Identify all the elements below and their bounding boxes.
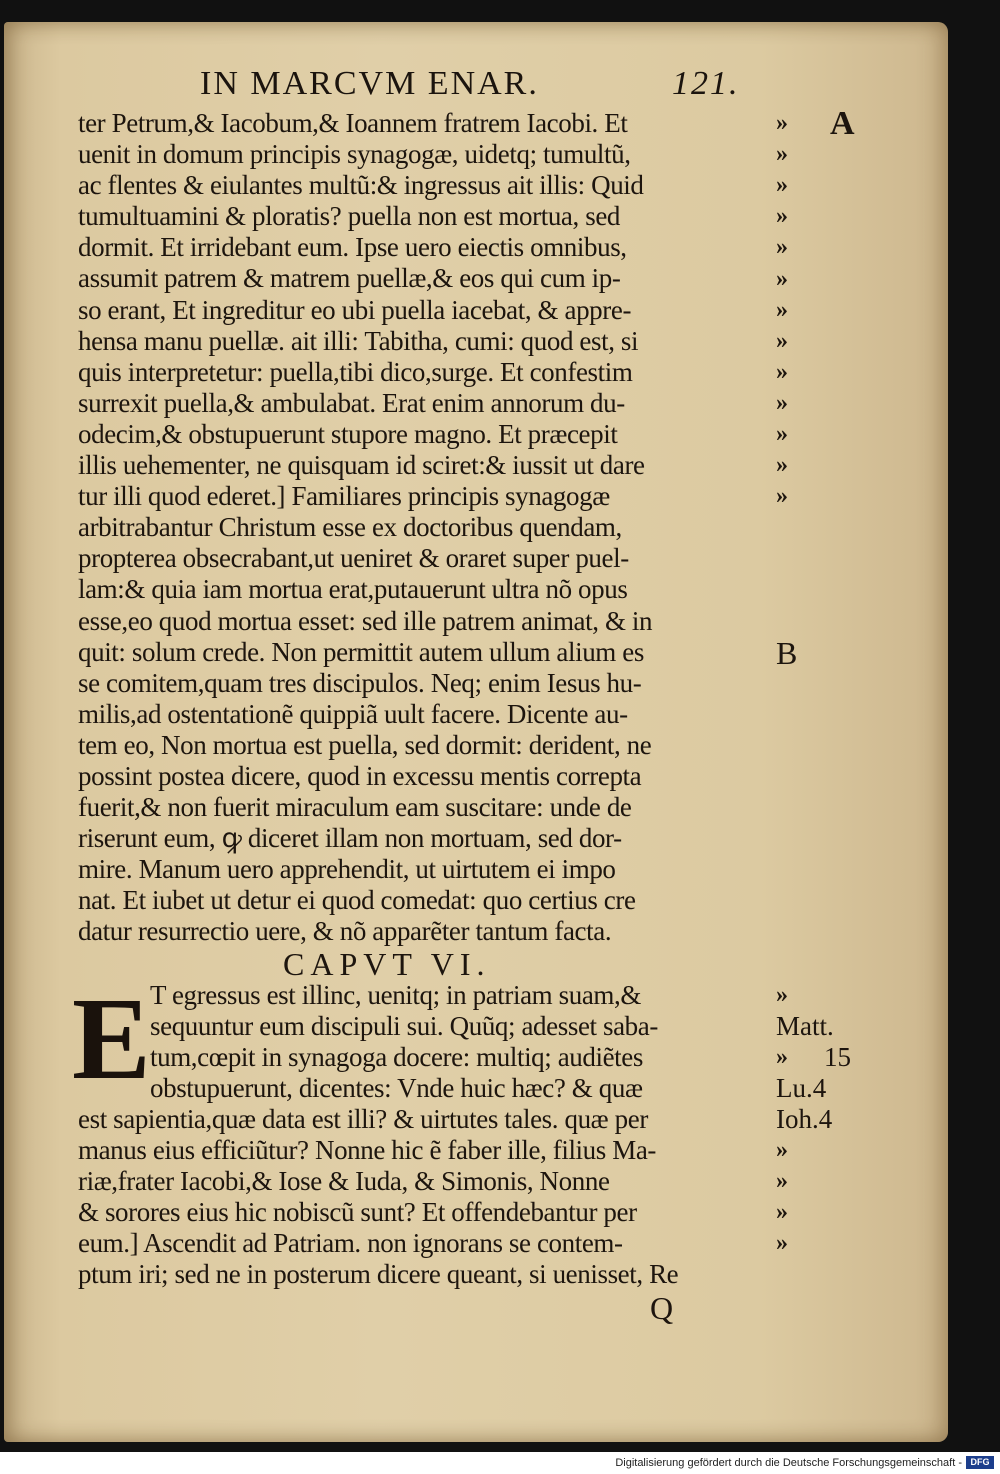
text-line: quit: solum crede. Non permittit autem ullum alium es [78, 636, 644, 667]
quote-mark: » [776, 1199, 788, 1225]
margin-row [776, 1228, 926, 1259]
quote-mark: » [776, 203, 788, 229]
margin-row [776, 388, 926, 419]
footer-bar [0, 1452, 1000, 1474]
margin-row [776, 105, 926, 142]
margin-row [776, 232, 926, 263]
text-line: tum,cœpit in synagoga docere: multiq; audiẽtes [150, 1041, 643, 1072]
text-line: uenit in domum principis synagogæ, uidetq; tumultũ, [78, 139, 631, 170]
text-line: datur resurrectio uere, & nõ apparẽter tantum facta. [78, 916, 612, 947]
text-line: lam:& quia iam mortua erat,putauerunt ultra nõ opus [78, 574, 628, 605]
text-line: odecim,& obstupuerunt stupore magno. Et præcepit [78, 418, 618, 449]
margin-row [776, 1011, 926, 1042]
text-line: obstupuerunt, dicentes: Vnde huic hæc? & quæ [150, 1072, 643, 1103]
quote-mark: » [776, 1230, 788, 1256]
text-line: nat. Et iubet ut detur ei quod comedat: quo certius cre [78, 885, 636, 916]
text-line: tumultuamini & ploratis? puella non est mortua, sed [78, 201, 620, 232]
margin-row [776, 170, 926, 201]
text-line: ter Petrum,& Iacobum,& Ioannem fratrem Iacobi. Et [78, 108, 628, 138]
margin-row [776, 481, 926, 512]
text-line: ac flentes & eiulantes multũ:& ingressus ait illis: Quid [78, 170, 644, 201]
text-line: riæ,frater Iacobi,& Iose & Iuda, & Simonis, Nonne [78, 1166, 610, 1197]
folio-number: 121. [672, 65, 740, 102]
text-line: arbitrabantur Christum esse ex doctoribus quendam, [78, 512, 622, 543]
text-line: quis interpretetur: puella,tibi dico,surge. Et confestim [78, 356, 633, 387]
signature-mark: Q [650, 1290, 674, 1326]
margin-row [776, 980, 926, 1011]
text-line: se comitem,quam tres discipulos. Neq; enim Iesus hu- [78, 667, 642, 698]
margin-row [776, 139, 926, 170]
text-line: est sapientia,quæ data est illi? & uirtutes tales. quæ per [78, 1103, 648, 1134]
quote-mark: » [776, 982, 788, 1008]
quote-mark: » [776, 1137, 788, 1163]
cross-ref-john: Ioh.4 [776, 1104, 833, 1134]
quote-mark: » [776, 390, 788, 416]
running-header [200, 65, 760, 105]
text-line: sequuntur eum discipuli sui. Quũq; adesset saba- [150, 1010, 658, 1041]
text-line: ptum iri; sed ne in posterum dicere queant, si uenisset, Re [78, 1259, 679, 1290]
drop-cap: E [72, 973, 151, 1104]
chapter-heading: CAPVT VI. [283, 945, 491, 982]
text-line: eum.] Ascendit ad Patriam. non ignorans se contem- [78, 1228, 623, 1259]
quote-mark: » [776, 234, 788, 260]
quote-mark: » [776, 1044, 788, 1070]
margin-row [776, 264, 926, 295]
margin-row [776, 326, 926, 357]
text-line: hensa manu puellæ. ait illi: Tabitha, cumi: quod est, si [78, 325, 639, 356]
text-line: assumit patrem & matrem puellæ,& eos qui cum ip- [78, 263, 621, 294]
text-line: surrexit puella,& ambulabat. Erat enim annorum du- [78, 387, 625, 418]
quote-mark: » [776, 172, 788, 198]
cross-ref-matt: Matt. [776, 1011, 834, 1041]
text-line: fuerit,& non fuerit miraculum eam suscitare: unde de [78, 792, 632, 823]
text-line: manus eius efficiũtur? Nonne hic ẽ faber ille, filius Ma- [78, 1135, 657, 1165]
text-line: so erant, Et ingreditur eo ubi puella iacebat, & appre- [78, 294, 632, 325]
quote-mark: » [776, 328, 788, 354]
margin-row [776, 295, 926, 326]
text-line: tur illi quod ederet.] Familiares principis synagogæ [78, 481, 610, 512]
margin-row [776, 1073, 926, 1104]
margin-row [776, 1104, 926, 1135]
cross-ref-luke: Lu.4 [776, 1073, 827, 1103]
text-line: dormit. Et irridebant eum. Ipse uero eiectis omnibus, [78, 232, 627, 263]
running-title: IN MARCVM ENAR. [200, 65, 539, 102]
quote-mark: » [776, 421, 788, 447]
margin-row [776, 357, 926, 388]
section-letter-b: B [776, 635, 798, 671]
quote-mark: » [776, 141, 788, 167]
quote-mark: » [776, 483, 788, 509]
quote-mark: » [776, 110, 788, 136]
quote-mark: » [776, 266, 788, 292]
margin-row [776, 450, 926, 481]
margin-row [776, 1166, 926, 1197]
section-letter-a: A [830, 105, 855, 142]
margin-row [776, 201, 926, 232]
funding-credit: Digitalisierung gefördert durch die Deutsche Forschungsgemeinschaft - [615, 1457, 962, 1469]
margin-row [776, 419, 926, 450]
quote-mark: » [776, 1168, 788, 1194]
text-line: tem eo, Non mortua est puella, sed dormit: derident, ne [78, 729, 652, 760]
text-line: & sorores eius hic nobiscũ sunt? Et offendebantur per [78, 1197, 637, 1228]
text-line: T egressus est illinc, uenitq; in patriam suam,& [150, 979, 641, 1010]
quote-mark: » [776, 359, 788, 385]
dfg-logo: DFG [966, 1456, 994, 1469]
main-text [78, 108, 768, 1290]
text-line: esse,eo quod mortua esset: sed ille patrem animat, & in [78, 605, 653, 636]
text-line: possint postea dicere, quod in excessu mentis correpta [78, 760, 642, 791]
quote-mark: » [776, 452, 788, 478]
text-line: mire. Manum uero apprehendit, ut uirtutem ei impo [78, 854, 616, 885]
margin-row [776, 635, 926, 671]
text-line: riserunt eum, ꝙ diceret illam non mortuam, sed dor- [78, 823, 622, 854]
quote-mark: » [776, 297, 788, 323]
margin-row [776, 1197, 926, 1228]
margin-row [776, 1042, 926, 1073]
margin-row [776, 1135, 926, 1166]
text-line: milis,ad ostentationẽ quippiã uult facere. Dicente au- [78, 698, 628, 729]
cross-ref-chapter: 15 [824, 1042, 851, 1072]
text-line: illis uehementer, ne quisquam id sciret:& iussit ut dare [78, 450, 645, 481]
text-line: propterea obsecrabant,ut ueniret & oraret super puel- [78, 543, 629, 574]
